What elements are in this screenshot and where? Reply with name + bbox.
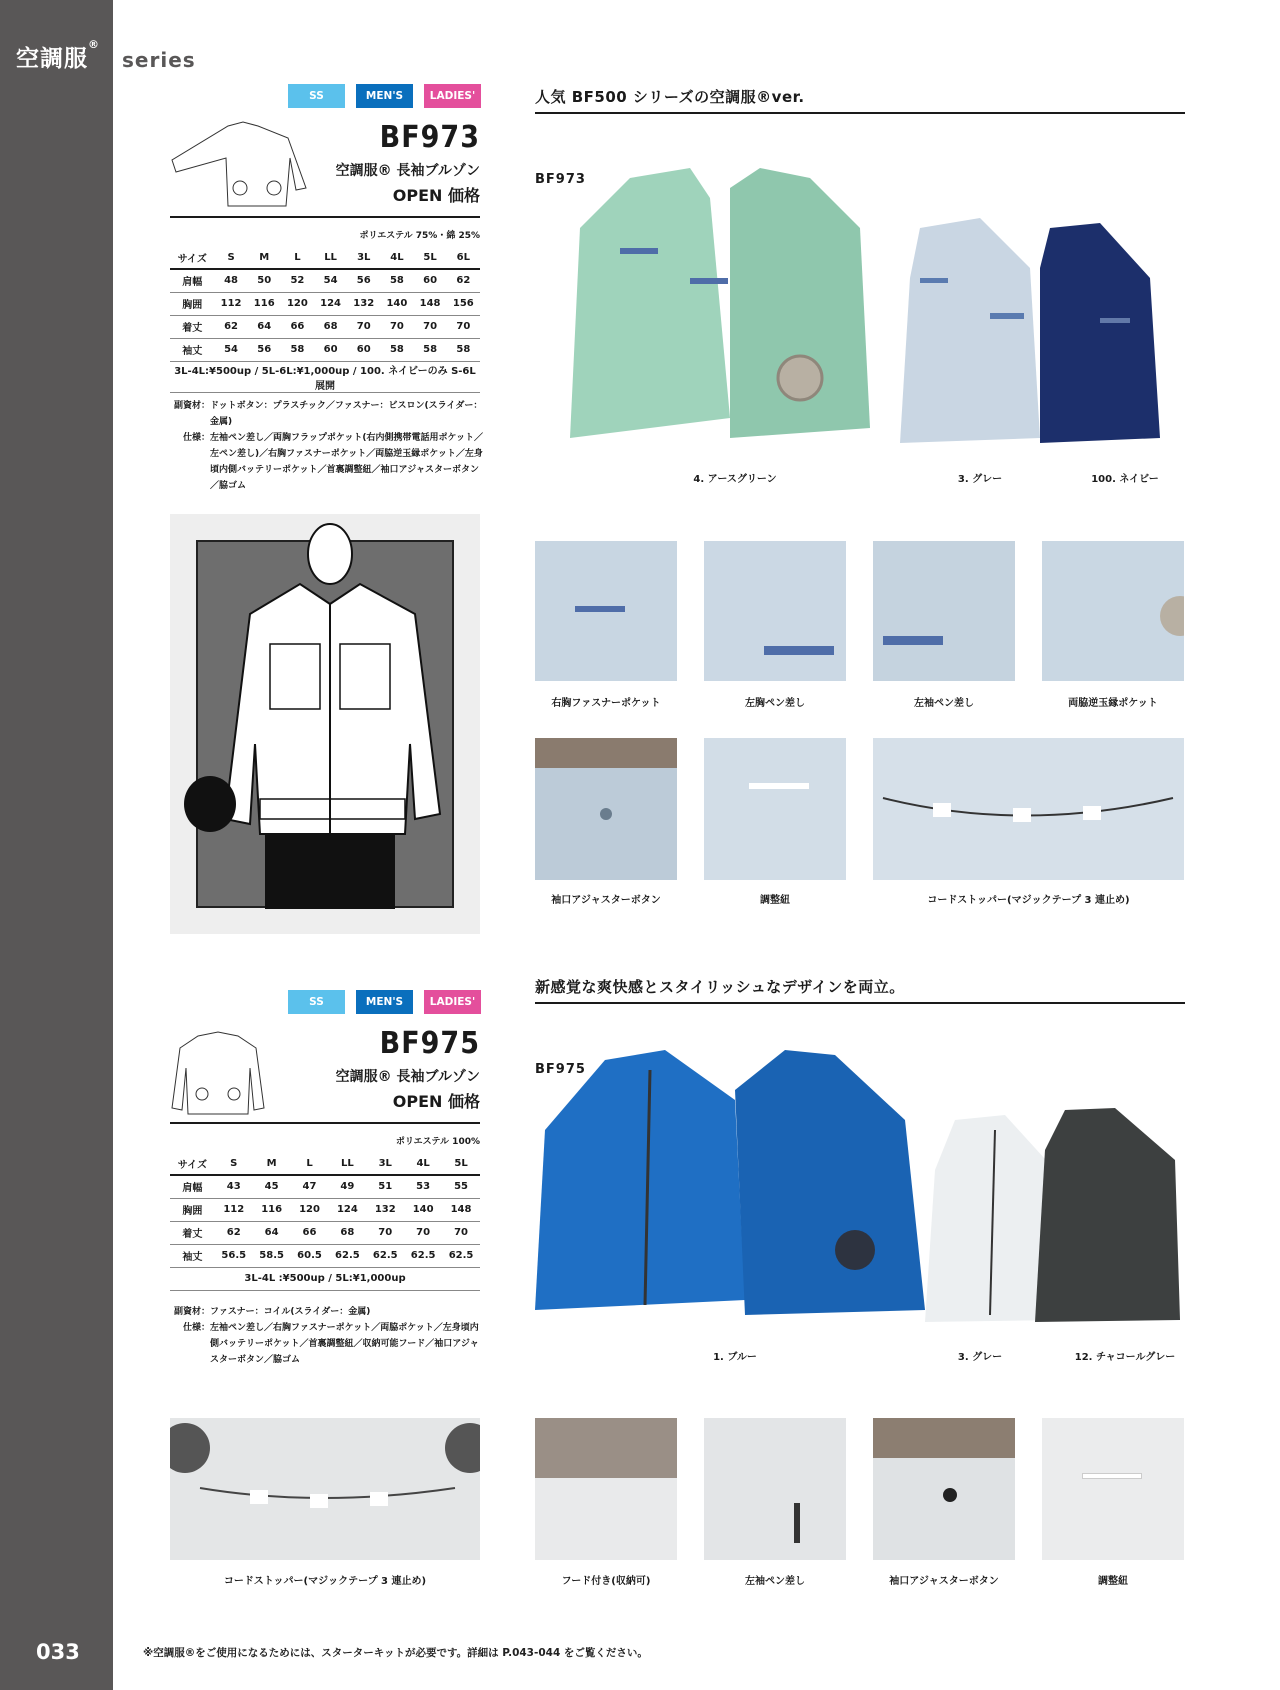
- jacket-colorways: [535, 1050, 1190, 1335]
- detail-photo: [535, 738, 677, 880]
- detail-photo: [873, 541, 1015, 681]
- divider: [170, 1122, 480, 1124]
- spec-notes: 副資材： ドットボタン：プラスチック／ファスナー：ビスロン(スライダー：金属) 仕様： 左袖ペン差し／両胸フラップポケット(右内側携帯電話用ポケット／左ペン差し)／右胸ファスナーポケット／両脇逆玉縁ポケット／左身頃内側バッテリーポケット／首裏調整紐／袖口アジャスターボタン／脇ゴム: [173, 401, 484, 491]
- detail-caption: 右胸ファスナーポケット: [551, 698, 661, 709]
- badge-group: [288, 84, 481, 108]
- color-label: 100. ネイビー: [1091, 474, 1159, 485]
- model-number: BF973: [379, 120, 480, 155]
- jacket-lineart: [170, 514, 480, 934]
- table-row: 胸囲 112 116 120 124 132 140 148 156: [170, 292, 480, 315]
- model-number: BF975: [379, 1026, 480, 1061]
- product-subtitle: 空調服® 長袖ブルゾン: [335, 163, 480, 179]
- brand-text: 空調服: [16, 46, 88, 72]
- section-divider: [535, 1002, 1185, 1004]
- badge-ss: SS: [288, 990, 345, 1014]
- color-label: 3. グレー: [957, 474, 1003, 485]
- product-subtitle: 空調服® 長袖ブルゾン: [335, 1069, 480, 1085]
- section-title: 新感覚な爽快感とスタイリッシュなデザインを両立。: [535, 978, 905, 996]
- product-code-label: BF975: [535, 1062, 586, 1077]
- registered-mark: ®: [88, 38, 100, 51]
- size-note-row: 3L-4L:¥500up / 5L-6L:¥1,000up / 100. ネイビーのみ S-6L 展開: [170, 361, 480, 392]
- table-row: 胸囲 112 116 120 124 132 140 148: [170, 1198, 480, 1221]
- table-row: 袖丈 54 56 58 60 60 58 58 58: [170, 338, 480, 361]
- fabric-composition: ポリエステル 75%・綿 25%: [359, 231, 480, 241]
- badge-ladies: LADIES': [424, 84, 481, 108]
- size-table: [170, 1152, 480, 1291]
- table-row: 着丈 62 64 66 68 70 70 70 70: [170, 315, 480, 338]
- jacket-back-sketch: [168, 1028, 268, 1118]
- detail-photo: [704, 541, 846, 681]
- detail-caption: コードストッパー(マジックテープ 3 連止め): [223, 1576, 427, 1587]
- detail-photo: [873, 1418, 1015, 1560]
- size-note-row: 3L-4L :¥500up / 5L:¥1,000up: [170, 1267, 480, 1290]
- color-label: 12. チャコールグレー: [1074, 1352, 1176, 1363]
- badge-group: [288, 990, 481, 1014]
- product-code-label: BF973: [535, 172, 586, 187]
- page-number: 033: [36, 1640, 80, 1664]
- section-title: 人気 BF500 シリーズの空調服®ver.: [535, 88, 805, 106]
- brand-title: [16, 40, 100, 73]
- badge-ss: SS: [288, 84, 345, 108]
- detail-photo: [535, 541, 677, 681]
- jacket-colorways: [560, 168, 1190, 468]
- detail-caption: 調整紐: [760, 895, 790, 906]
- detail-caption: 袖口アジャスターボタン: [889, 1576, 999, 1587]
- detail-caption: 袖口アジャスターボタン: [551, 895, 661, 906]
- badge-mens: MEN'S: [356, 84, 413, 108]
- badge-ladies: LADIES': [424, 990, 481, 1014]
- color-label: 4. アースグリーン: [693, 474, 777, 485]
- detail-photo: [704, 1418, 846, 1560]
- section-divider: [535, 112, 1185, 114]
- detail-photo: [1042, 541, 1184, 681]
- footnote: ※空調服®をご使用になるためには、スターターキットが必要です。詳細は P.043-044 をご覧ください。: [143, 1647, 648, 1659]
- detail-caption: 両脇逆玉縁ポケット: [1068, 698, 1158, 709]
- detail-photo: [170, 1418, 480, 1560]
- color-label: 1. ブルー: [713, 1352, 757, 1363]
- badge-mens: MEN'S: [356, 990, 413, 1014]
- table-row: 肩幅 43 45 47 49 51 53 55: [170, 1175, 480, 1198]
- table-row: 袖丈 56.5 58.5 60.5 62.5 62.5 62.5 62.5: [170, 1244, 480, 1267]
- sidebar: [0, 0, 113, 1690]
- color-label: 3. グレー: [957, 1352, 1003, 1363]
- detail-photo: [704, 738, 846, 880]
- detail-photo: [535, 1418, 677, 1560]
- detail-caption: 左袖ペン差し: [914, 698, 974, 709]
- detail-caption: 左袖ペン差し: [745, 1576, 805, 1587]
- series-label: series: [122, 48, 196, 72]
- detail-caption: コードストッパー(マジックテープ 3 連止め): [927, 895, 1130, 906]
- detail-photo: [1042, 1418, 1184, 1560]
- illustration-panel: [170, 514, 480, 934]
- size-header-row: サイズ S M L LL 3L 4L 5L: [170, 1152, 480, 1175]
- detail-photo: [873, 738, 1184, 880]
- fabric-composition: ポリエステル 100%: [395, 1137, 480, 1147]
- size-table: [170, 246, 480, 393]
- table-row: 着丈 62 64 66 68 70 70 70: [170, 1221, 480, 1244]
- detail-caption: 調整紐: [1098, 1576, 1128, 1587]
- jacket-back-sketch: [168, 118, 318, 208]
- product-price: OPEN 価格: [392, 186, 480, 205]
- size-header-row: サイズ S M L LL 3L 4L 5L 6L: [170, 246, 480, 269]
- spec-notes: 副資材： ファスナー：コイル(スライダー：金属) 仕様： 左袖ペン差し／右胸ファスナーポケット／両脇ポケット／左身頃内側バッテリーポケット／首裏調整紐／収納可能フード／袖口アジャスターボタン／脇ゴム: [173, 1307, 479, 1365]
- divider: [170, 216, 480, 218]
- detail-caption: 左胸ペン差し: [745, 698, 805, 709]
- product-price: OPEN 価格: [392, 1092, 480, 1111]
- table-row: 肩幅 48 50 52 54 56 58 60 62: [170, 269, 480, 292]
- product-hero-photo: [560, 168, 1190, 468]
- detail-caption: フード付き(収納可): [561, 1576, 651, 1587]
- product-hero-photo: [535, 1050, 1190, 1335]
